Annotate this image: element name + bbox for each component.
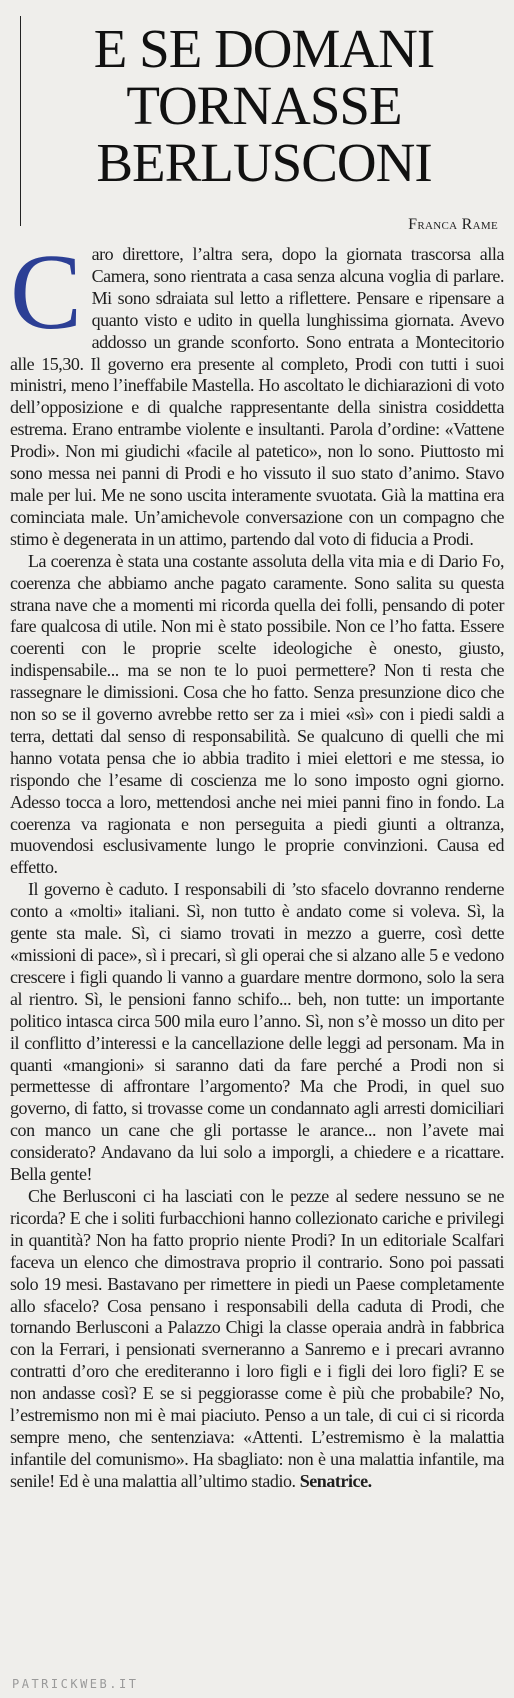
paragraph-1 xyxy=(10,233,504,551)
paragraph-3: Il governo è caduto. I responsabili di ’sto sfacelo dovranno renderne conto a «molti» italiani. Sì, non tutto è andato come si voleva. Sì, la gente sta male. Sì, ci siamo trovati in mezzo a guerre, così dette «missioni di pace», sì i precari, sì gli operai che si alzano alle 5 e vedono crescere i figli quando li vanno a guardare mentre dormono, solo la sera al rientro. Sì, le pensioni fanno schifo... beh, non tutte: un importante politico intasca circa 500 mila euro l’anno. Sì, non s’è mosso un dito per il conflitto d’interessi e la cancellazione delle leggi ad personam. Ma in quanti «mangioni» si saranno dati da fare perché a Prodi non si permettesse di affrontare l’argomento? Ma che Prodi, in quel suo governo, di fatto, si trovasse come un condannato agli arresti domiciliari con manco un cane che gli portasse le arance... non l’avete mai considerato? Andavano da lui solo a imporgli, a chiedere e a ricattare. Bella gente! xyxy=(10,879,504,1185)
headline xyxy=(30,20,498,191)
paragraph-2: La coerenza è stata una costante assoluta della vita mia e di Dario Fo, coerenza che abbiamo anche pagato caramente. Sono salita su questa strana nave che a momenti mi ricorda quella dei folli, pensando di poter fare qualcosa di utile. Non mi è stato possibile. Non ce l’ho fatta. Essere coerenti con le proprie scelte ideologiche è onesto, giusto, indispensabile... ma se non te lo puoi permettere? Non ti resta che rassegnare le dimissioni. Cosa che ho fatto. Senza presunzione dico che non so se il governo avrebbe retto ser za i miei «sì» con i piedi saldi a terra, dettati dal senso di responsabilità. Se qualcuno di quelli che mi hanno votata pensa che io abbia tradito i miei elettori e me stessa, io rispondo che l’esame di coscienza me lo sono imposto ogni giorno. Adesso tocca a loro, mettendosi anche nei miei panni fino in fondo. La coerenza va ragionata e non perseguita a piedi giunti a oltranza, muovendosi esclusivamente lungo le proprie convinzioni. Causa ed effetto. xyxy=(10,550,504,878)
watermark: PATRICKWEB.IT xyxy=(12,1677,139,1691)
headline-line-3: BERLUSCONI xyxy=(96,132,432,193)
paragraph-4 xyxy=(10,1186,504,1493)
headline-line-2: TORNASSE xyxy=(126,75,402,136)
paragraph-4-text: Che Berlusconi ci ha lasciati con le pezze al sedere nessuno se ne ricorda? E che i soliti furbacchioni hanno collezionato cariche e privilegi in quantità? Non ha fatto proprio niente Prodi? In un editoriale Scalfari faceva un elenco che dimostrava proprio il contrario. Sono poi passati solo 19 mesi. Bastavano per rimettere in piedi un Paese completamente allo sfacelo? Cosa pensano i responsabili della caduta di Prodi, che tornando Berlusconi a Palazzo Chigi la classe operaia andrà in fabbrica con la Ferrari, i pensionati sverneranno a Sanremo e i precari avranno contratti d’oro che erediteranno i loro figli e i figli dei loro figli? E se non andasse così? E se si peggiorasse come è più che probabile? No, l’estremismo non mi è mai piaciuto. Penso a un tale, di cui ci si ricorda sempre meno, che sentenziava: «Attenti. L’estremismo è la malattia infantile del comunismo». Ha sbagliato: non è una malattia infantile, ma senile! Ed è una malattia all’ultimo stadio. xyxy=(10,1185,504,1491)
drop-cap: C xyxy=(10,233,82,352)
paragraph-1-text: aro direttore, l’altra sera, dopo la giornata trascorsa alla Camera, sono rientrata a casa senza alcuna voglia di parlare. Mi sono sdraiata sul letto a riflettere. Pensare e ripensare a quanto visto e udito in quella lunghissima giornata. Avevo addosso un grande sconforto. Sono entrata a Montecitorio alle 15,30. Il governo era presente al completo, Prodi con tutti i suoi ministri, meno l’ineffabile Mastella. Ho ascoltato le dichiarazioni di voto dell’opposizione e di qualche rappresentante della sinistra cosiddetta estrema. Erano entrambe violente e insultanti. Parola d’ordine: «Vattene Prodi». Non mi giudichi «facile al patetico», non lo sono. Piuttosto mi sono messa nei panni di Prodi e ho vissuto il suo stato d’animo. Stavo male per lui. Me ne sono uscita interamente svuotata. Già la mattina era cominciata male. Un’amichevole conversazione con un compagno che stimo è degenerata in un attimo, partendo dal voto di fiducia a Prodi. xyxy=(10,244,504,549)
signoff: Senatrice. xyxy=(299,1470,372,1491)
byline: Franca Rame xyxy=(408,216,498,233)
headline-line-1: E SE DOMANI xyxy=(93,18,435,79)
vertical-rule xyxy=(20,16,21,226)
article-body xyxy=(10,233,504,1493)
